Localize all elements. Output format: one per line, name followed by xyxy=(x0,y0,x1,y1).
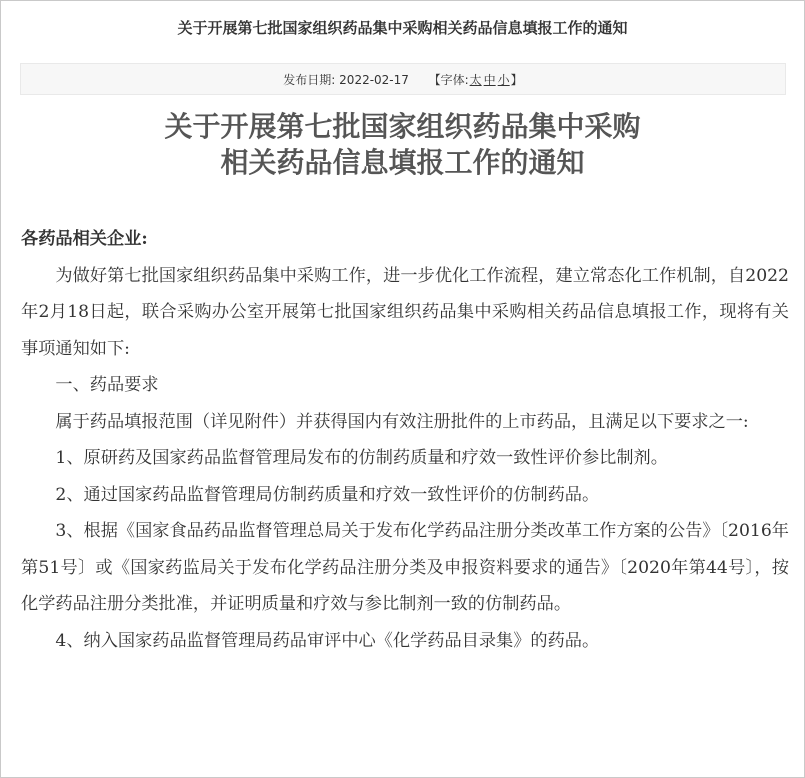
requirement-item: 3、根据《国家食品药品监督管理总局关于发布化学药品注册分类改革工作方案的公告》〔2016年第51号〕或《国家药监局关于发布化学药品注册分类及申报资料要求的通告》〔2020年第44号〕，按化学药品注册分类批准，并证明质量和疗效与参比制剂一致的仿制药品。 xyxy=(21,521,789,614)
requirement-item: 1、原研药及国家药品监督管理局发布的仿制药质量和疗效一致性评价参比制剂。 xyxy=(55,448,668,468)
font-size-small-link[interactable]: 小 xyxy=(497,73,510,87)
meta-bar xyxy=(20,63,786,95)
requirement-item: 4、纳入国家药品监督管理局药品审评中心《化学药品目录集》的药品。 xyxy=(55,630,600,651)
font-size-suffix: 】 xyxy=(510,73,523,87)
intro-paragraph: 为做好第七批国家组织药品集中采购工作，进一步优化工作流程，建立常态化工作机制，自2022年2月18日起，联合采购办公室开展第七批国家组织药品集中采购相关药品信息填报工作，现将有关事项通知如下: xyxy=(21,265,789,359)
publish-date-label: 发布日期: xyxy=(283,73,336,87)
document-body xyxy=(21,221,789,659)
section-heading: 一、药品要求 xyxy=(55,375,159,395)
page-header-title: 关于开展第七批国家组织药品集中采购相关药品信息填报工作的通知 xyxy=(177,19,628,37)
font-size-prefix: 【字体: xyxy=(428,73,469,87)
requirement-item: 2、通过国家药品监督管理局仿制药质量和疗效一致性评价的仿制药品。 xyxy=(55,484,600,505)
document-title-line-1: 关于开展第七批国家组织药品集中采购 xyxy=(164,110,641,143)
document-title xyxy=(1,109,804,181)
font-size-large-link[interactable]: 太 xyxy=(469,73,482,87)
publish-date: 2022-02-17 xyxy=(339,73,409,87)
font-size-medium-link[interactable]: 中 xyxy=(483,73,496,87)
requirement-paragraph: 属于药品填报范围（详见附件）并获得国内有效注册批件的上市药品，且满足以下要求之一: xyxy=(55,411,749,432)
document-title-line-2: 相关药品信息填报工作的通知 xyxy=(220,146,585,179)
salutation: 各药品相关企业: xyxy=(21,229,148,249)
